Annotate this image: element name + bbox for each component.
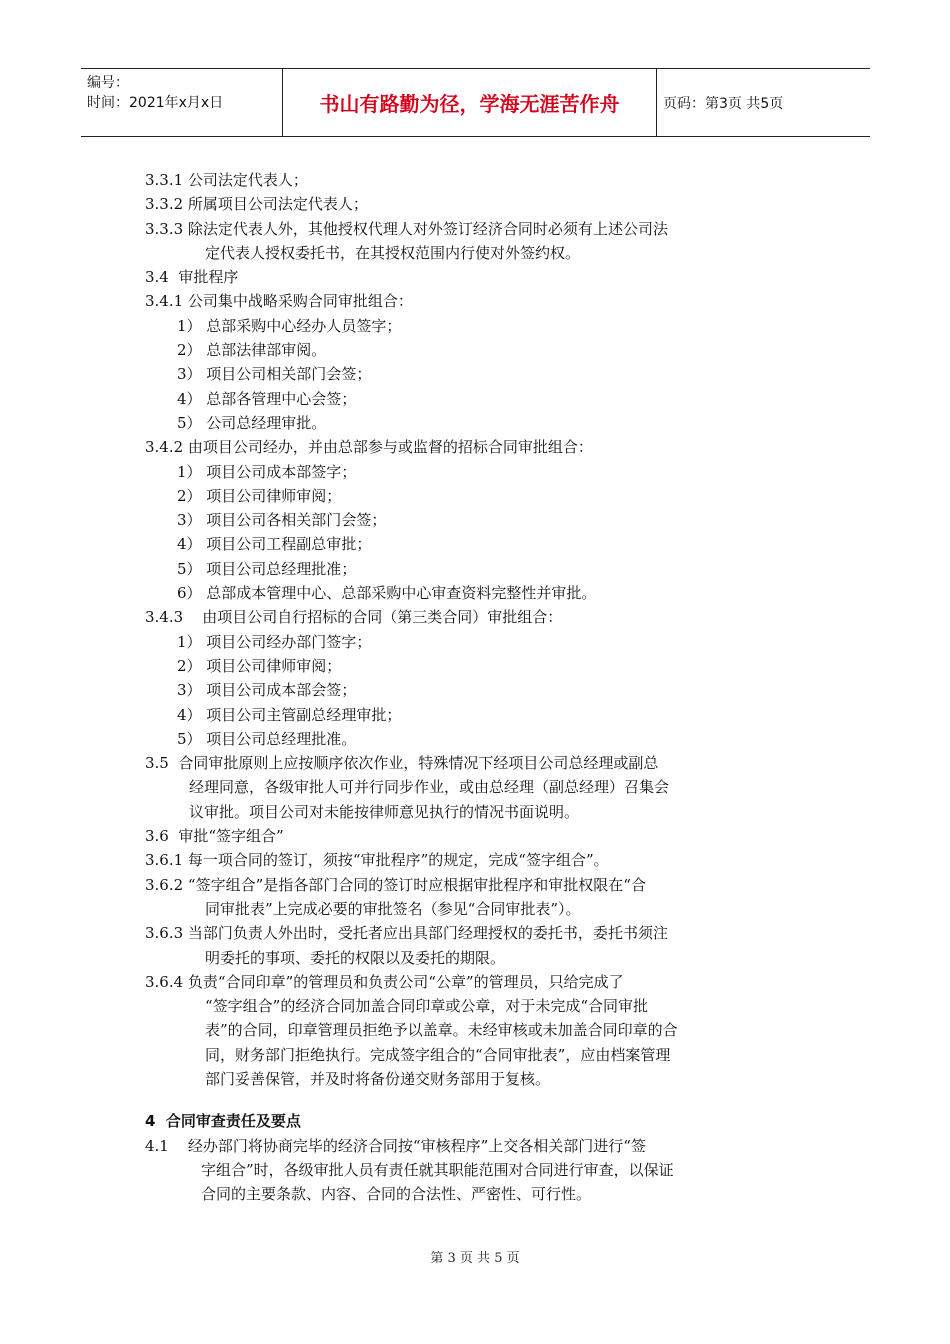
text-line: 1） 项目公司经办部门签字； [177,632,372,651]
text-line: 议审批。项目公司对未能按律师意见执行的情况书面说明。 [189,802,580,821]
text-line: 3.6.4 负责“合同印章”的管理员和负责公司“公章”的管理员，只给完成了 [145,972,624,991]
text-line: 2） 项目公司律师审阅； [177,656,342,675]
text-line: 3.3.1 公司法定代表人； [145,171,308,189]
text-line: 2） 项目公司律师审阅； [177,486,342,505]
text-line: 4） 项目公司工程副总审批； [177,535,372,554]
text-line: 3） 项目公司各相关部门会签； [177,511,387,530]
text-line: 3.6.3 当部门负责人外出时，受托者应出具部门经理授权的委托书，委托书须注 [145,924,668,943]
document-date: 时间：2021年x月x日 [87,95,224,111]
section-heading: 4 合同审查责任及要点 [145,1112,301,1131]
text-line: 明委托的事项、委托的权限以及委托的期限。 [205,948,506,967]
header-meta [81,69,283,136]
text-line: 1） 项目公司成本部签字； [177,462,357,481]
text-line: 3.4.3 由项目公司自行招标的合同（第三类合同）审批组合： [145,608,563,627]
text-line: 3.4 审批程序 [145,268,239,287]
page-footer: 第 3 页 共 5 页 [430,1251,520,1266]
text-line: 2） 总部法律部审阅。 [177,341,327,360]
text-line: 3.3.3 除法定代表人外，其他授权代理人对外签订经济合同时必须有上述公司法 [145,219,668,238]
text-line: 同，财务部门拒绝执行。完成签字组合的“合同审批表”，应由档案管理 [205,1045,671,1064]
text-line: “签字组合”的经济合同加盖合同印章或公章，对于未完成“合同审批 [205,997,649,1016]
page-header [81,68,870,137]
text-line: 3.4.2 由项目公司经办，并由总部参与或监督的招标合同审批组合： [145,438,593,457]
document-number-label: 编号： [87,75,129,91]
text-line: 3.6.1 每一项合同的签订，须按“审批程序”的规定，完成“签字组合”。 [145,851,609,870]
text-line: 3.6.2 “签字组合”是指各部门合同的签订时应根据审批程序和审批权限在“合 [145,875,646,894]
text-line: 1） 总部采购中心经办人员签字； [177,316,402,335]
text-line: 3.3.2 所属项目公司法定代表人； [145,195,368,214]
text-line: 经理同意，各级审批人可并行同步作业，或由总经理（副总经理）召集会 [189,778,670,797]
text-line: 5） 项目公司总经理批准。 [177,729,357,748]
text-line: 5） 公司总经理审批。 [177,413,327,432]
text-line: 定代表人授权委托书，在其授权范围内行使对外签约权。 [205,243,581,262]
document-body [145,168,817,1206]
text-line: 3） 项目公司相关部门会签； [177,365,372,384]
text-line: 字组合”时，各级审批人员有责任就其职能范围对合同进行审查，以保证 [201,1160,674,1179]
header-motto: 书山有路勤为径，学海无涯苦作舟 [283,69,657,136]
text-line: 部门妥善保管，并及时将备份递交财务部用于复核。 [205,1069,551,1088]
text-line: 6） 总部成本管理中心、总部采购中心审查资料完整性并审批。 [177,584,597,603]
text-line: 3.4.1 公司集中战略采购合同审批组合： [145,292,413,311]
text-line: 4） 项目公司主管副总经理审批； [177,705,402,724]
text-line: 合同的主要条款、内容、合同的合法性、严密性、可行性。 [201,1185,592,1204]
text-line: 4） 总部各管理中心会签； [177,389,357,408]
header-page-info: 页码：第3页 共5页 [663,95,784,112]
text-line: 同审批表”上完成必要的审批签名（参见“合同审批表”）。 [205,899,581,918]
text-line: 5） 项目公司总经理批准； [177,559,357,578]
text-line: 表”的合同，印章管理员拒绝予以盖章。未经审核或未加盖合同印章的合 [205,1021,678,1040]
text-line: 3） 项目公司成本部会签； [177,681,357,700]
text-line: 4.1 经办部门将协商完毕的经济合同按“审核程序”上交各相关部门进行“签 [145,1136,646,1155]
text-line: 3.6 审批“签字组合” [145,827,284,846]
text-line: 3.5 合同审批原则上应按顺序依次作业，特殊情况下经项目公司总经理或副总 [145,754,659,773]
